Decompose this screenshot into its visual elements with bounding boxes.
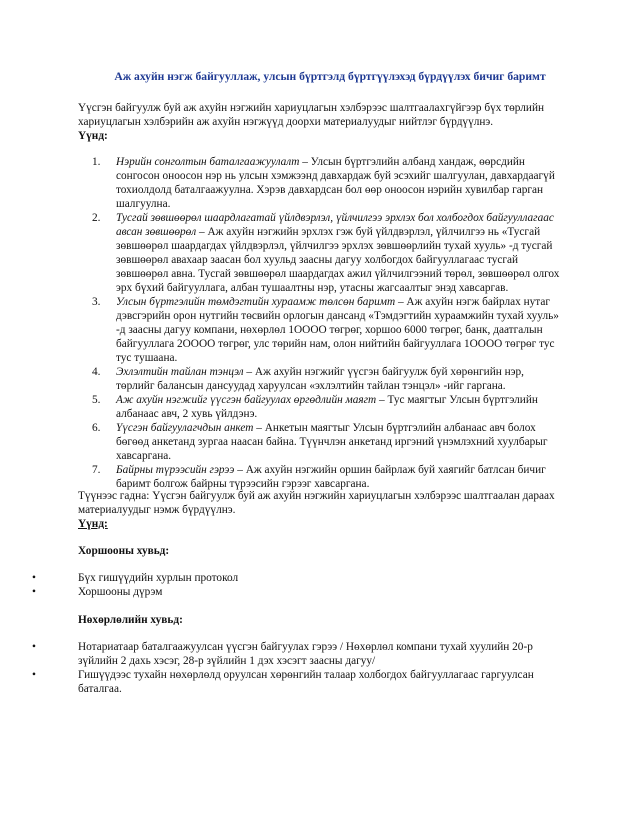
item-text: – Анкетын маягтыг Улсын бүртгэлийн албанаас авч болох бөгөөд анкетанд зургаа наасан байна. Түүнчлэн анкетанд иргэний үнэмлэхний хуулбарыг хавсаргана. [116, 422, 548, 462]
additional-section [78, 489, 564, 531]
document-title: Аж ахуйн нэгж байгууллаж, улсын бүртгэлд бүртгүүлэхэд бүрдүүлэх бичиг баримт [114, 70, 546, 83]
item-title: Үүсгэн байгуулагчдын анкет [116, 422, 254, 434]
partnership-bullet-list [32, 640, 552, 696]
list-item [92, 155, 560, 211]
additional-text: Түүнээс гадна: Үүсгэн байгуулж буй аж ахуйн нэгжийн хариуцлагын хэлбэрээс шалтгаалан дараах материалуудыг нэмж бүрдүүлнэ. [78, 490, 555, 516]
intro-paragraph [78, 101, 564, 143]
bullet-text: Нотариатаар баталгаажуулсан үүсгэн байгуулах гэрээ / Нөхөрлөл компани тухай хуулийн 20-р зүйлийн 2 дахь хэсэг, 28-р зүйлийн 1 дэх хэсэгт заасны дагуу/ [78, 641, 533, 667]
item-title: Эхлэлтийн тайлан тэнцэл [116, 366, 244, 378]
list-item [92, 463, 560, 491]
list-item [32, 571, 552, 585]
item-number: 2. [92, 212, 101, 224]
item-text: – Тус маягтыг Улсын бүртгэлийн албанаас авч, 2 хувь үйлдэнэ. [116, 394, 538, 420]
item-text: – Улсын бүртгэлийн албанд хандаж, өөрсдийн сонгосон оноосон нэр нь улсын хэмжээнд давхардаж буй эсэхийг шалгуулан, давхардаагүй тохиолдолд баталгаажуулна. Хэрэв давхардсан бол өөр оноосон нэрийн хувилбар гарган шалгуулна. [116, 156, 555, 210]
bullet-text: Бүх гишүүдийн хурлын протокол [78, 572, 239, 584]
item-number: 6. [92, 422, 101, 434]
list-item [92, 295, 560, 365]
partnership-heading: Нөхөрлөлийн хувьд: [78, 614, 183, 626]
item-text: – Аж ахуйн нэгжийн эрхлэх гэж буй үйлдвэрлэл, үйлчилгээ нь «Тусгай зөвшөөрөл шаардагдах үйлдвэрлэл, үйлчилгээ эрхлэх зөвшөөрлийн тухай хууль» -д тусгай зөвшөөрөл авахаар заасан бол хуульд заасны дагуу холбогдох байгууллагаас тусгай зөвшөөрөл авна. Тусгай зөвшөөрөл шаардагдах ажил үйлчилгээний төрөл, зөвшөөрөл олгох эрх бүхий байгууллага, албан тушаалтны нэр, утасны жагсаалтыг энэд хавсаргав. [116, 226, 560, 294]
item-title: Улсын бүртгэлийн төмдэгтийн хураамж төлсөн баримт [116, 296, 396, 308]
list-item [32, 585, 552, 599]
list-item [32, 640, 552, 668]
bullet-icon: • [32, 669, 36, 681]
list-item [32, 668, 552, 696]
item-text: – Аж ахуйн нэгж байрлах нутаг дэвсгэрийн орон нутгийн төсвийн орлогын дансанд «Тэмдэгтийн хураамжийн тухай хууль» -д заасны дагуу компани, нөхөрлөл 1ОООО төгрөг, хоршоо 6000 төгрөг, банк, даатгалын байгууллага 2ОООО төгрөг, улс төрийн нам, олон нийтийн байгууллага 1ОООО төгрөг тус тус тушаана. [116, 296, 559, 364]
bullet-text: Гишүүдээс тухайн нөхөрлөлд оруулсан хөрөнгийн талаар холбогдох байгууллагаас гаргуулсан баталгаа. [78, 669, 534, 695]
item-title: Байрны түрээсийн гэрээ [116, 464, 235, 476]
item-text: – Аж ахуйн нэгжийн оршин байрлаж буй хаягийг батлсан бичиг баримт болгож байрны түрээсийн гэрээг хавсаргана. [116, 464, 546, 490]
intro-text: Үүсгэн байгуулж буй аж ахуйн нэгжийн хариуцлагын хэлбэрээс шалтгаалахгүйгээр бүх төрлийн хариуцлагын хэлбэрийн аж ахуйн нэгжүүд доорхи материалуудыг нийтлэг бүрдүүлнэ. [78, 102, 545, 128]
required-documents-list [92, 155, 560, 491]
item-number: 4. [92, 366, 101, 378]
bullet-text: Хоршооны дүрэм [78, 586, 163, 598]
item-title: Нэрийн сонголтын баталгаажуулалт [116, 156, 300, 168]
coop-heading: Хоршооны хувьд: [78, 545, 170, 557]
item-text: – Аж ахуйн нэгжийг үүсгэн байгуулж буй хөрөнгийн нэр, төрлийг балансын дансуудад харуулсан «эхлэлтийн тайлан тэнцэл» -ийг гаргана. [116, 366, 524, 392]
list-item [92, 393, 560, 421]
list-item [92, 211, 560, 295]
intro-label: Үүнд: [78, 130, 108, 142]
bullet-icon: • [32, 586, 36, 598]
list-item [92, 421, 560, 463]
item-number: 7. [92, 464, 101, 476]
item-number: 3. [92, 296, 101, 308]
bullet-icon: • [32, 572, 36, 584]
coop-bullet-list [32, 571, 552, 599]
item-title: Тусгай зөвшөөрөл шаардлагатай үйлдвэрлэл, үйлчилгээ эрхлэх бол холбогдох байгууллагаас авсан зөвшөөрөл [116, 212, 554, 238]
item-number: 5. [92, 394, 101, 406]
item-title: Аж ахуйн нэгжийг үүсгэн байгуулах өргөдлийн маягт [116, 394, 377, 406]
list-item [92, 365, 560, 393]
additional-label: Үүнд: [78, 518, 108, 530]
bullet-icon: • [32, 641, 36, 653]
item-number: 1. [92, 156, 101, 168]
